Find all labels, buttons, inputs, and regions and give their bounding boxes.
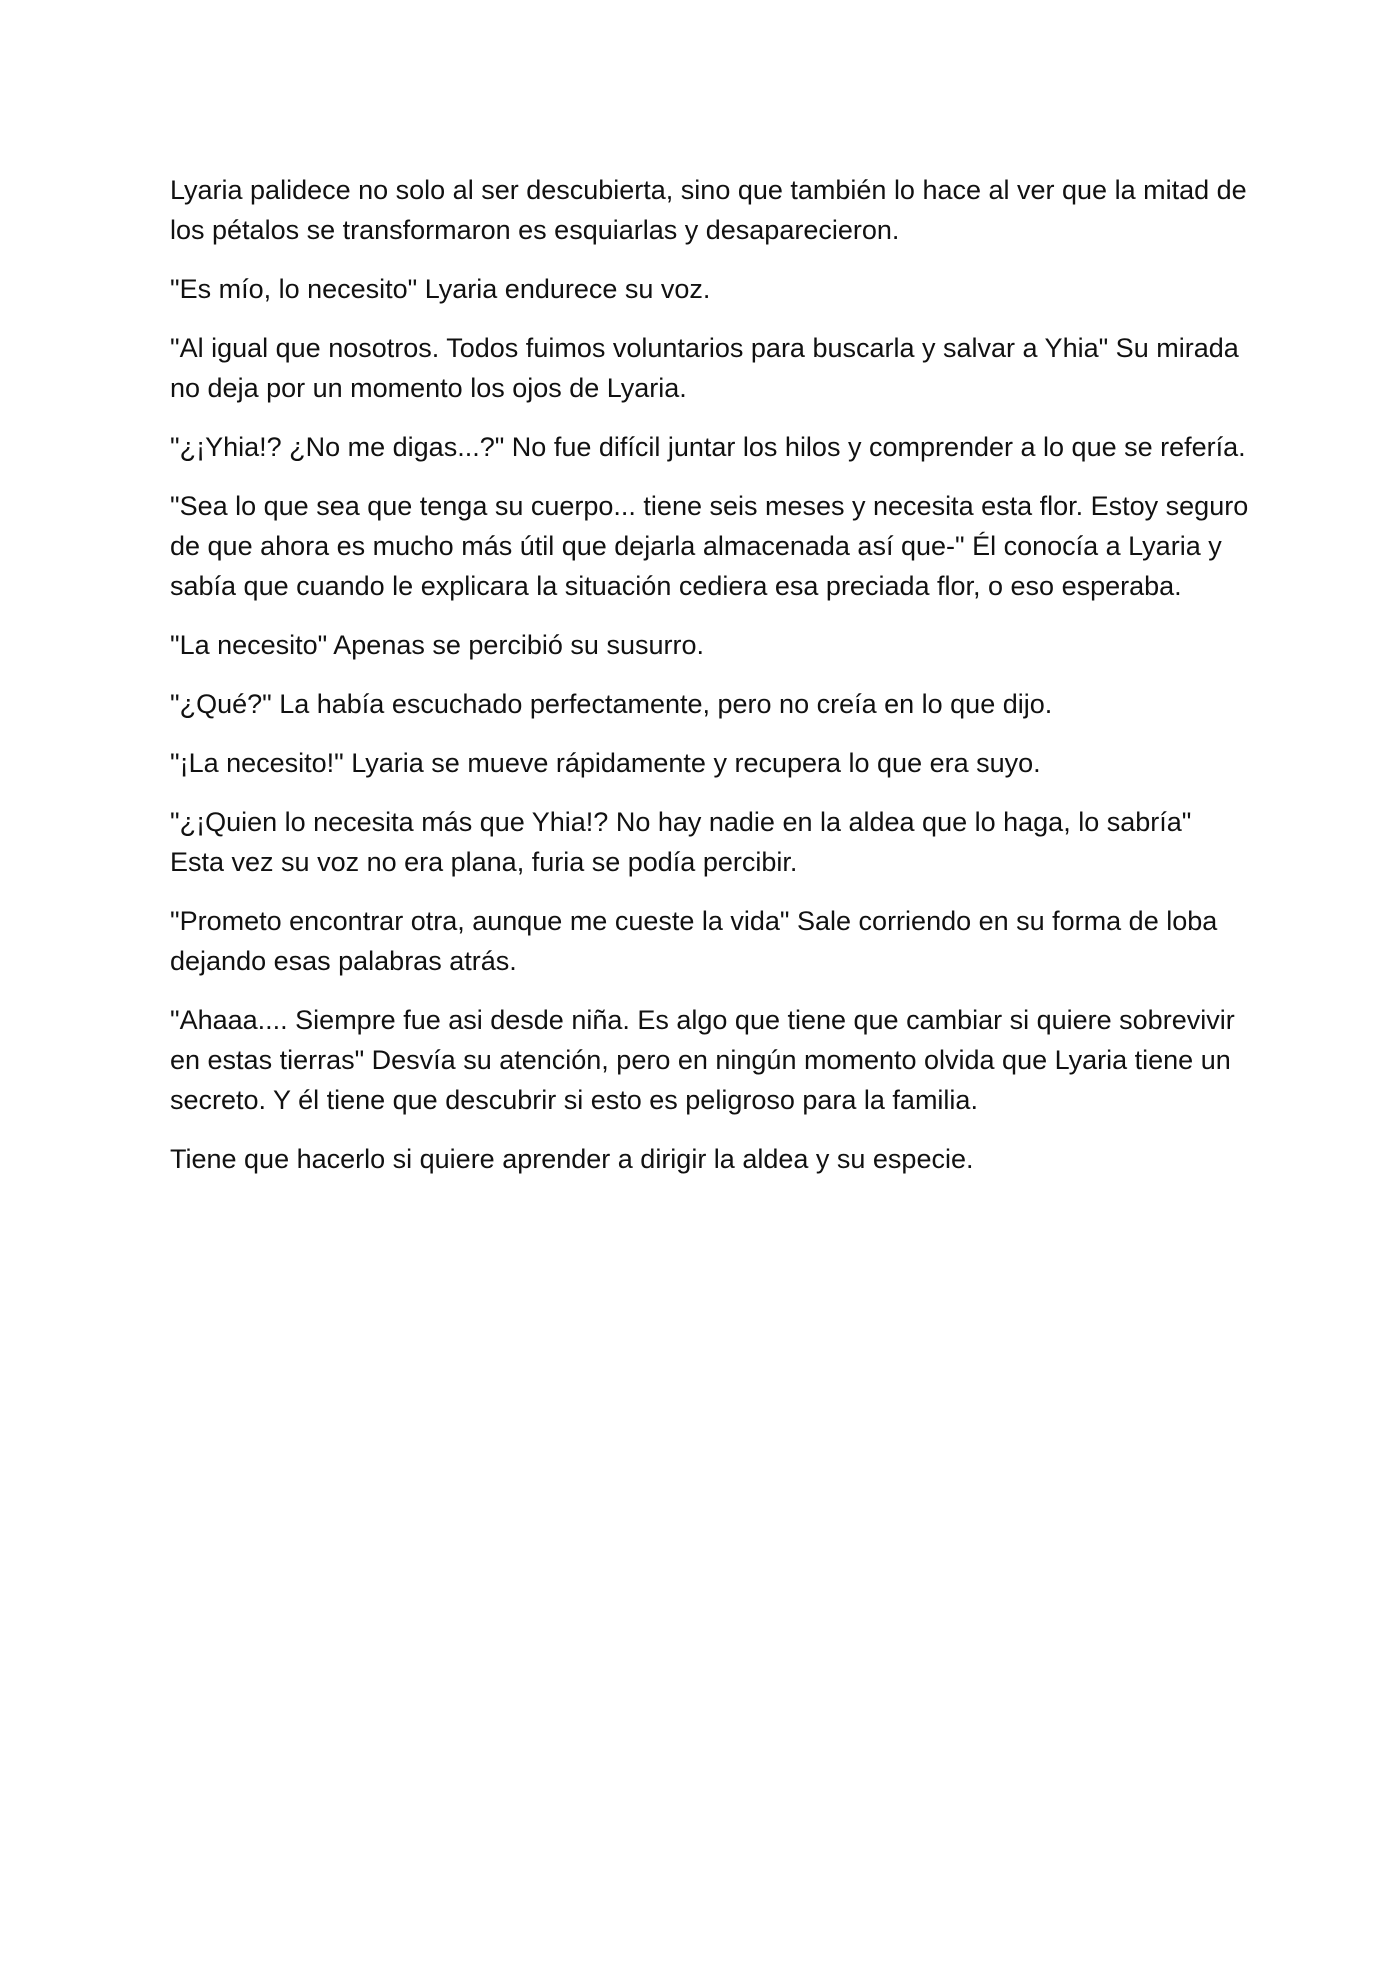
- document-body: [170, 170, 1250, 1198]
- paragraph: "Prometo encontrar otra, aunque me cueste la vida" Sale corriendo en su forma de loba dejando esas palabras atrás.: [170, 906, 1218, 976]
- paragraph: Lyaria palidece no solo al ser descubierta, sino que también lo hace al ver que la mitad de los pétalos se transformaron es esquiarlas y desaparecieron.: [170, 175, 1247, 245]
- paragraph: "Ahaaa.... Siempre fue asi desde niña. Es algo que tiene que cambiar si quiere sobrevivir en estas tierras" Desvía su atención, pero en ningún momento olvida que Lyaria tiene un secreto. Y él tiene que descubrir si esto es peligroso para la familia.: [170, 1005, 1235, 1115]
- paragraph: "La necesito" Apenas se percibió su susurro.: [170, 630, 704, 660]
- paragraph: "¿Qué?" La había escuchado perfectamente, pero no creía en lo que dijo.: [170, 689, 1053, 719]
- paragraph: Tiene que hacerlo si quiere aprender a dirigir la aldea y su especie.: [170, 1144, 974, 1174]
- paragraph: "Es mío, lo necesito" Lyaria endurece su voz.: [170, 274, 711, 304]
- paragraph: "¿¡Yhia!? ¿No me digas...?" No fue difícil juntar los hilos y comprender a lo que se refería.: [170, 432, 1246, 462]
- paragraph: "Al igual que nosotros. Todos fuimos voluntarios para buscarla y salvar a Yhia" Su mirada no deja por un momento los ojos de Lyaria.: [170, 333, 1239, 403]
- paragraph: "Sea lo que sea que tenga su cuerpo... tiene seis meses y necesita esta flor. Estoy seguro de que ahora es mucho más útil que dejarla almacenada así que-" Él conocía a Lyaria y sabía que cuando le explicara la situación cediera esa preciada flor, o eso esperaba.: [170, 491, 1249, 601]
- paragraph: "¿¡Quien lo necesita más que Yhia!? No hay nadie en la aldea que lo haga, lo sabría" Esta vez su voz no era plana, furia se podía percibir.: [170, 807, 1192, 877]
- paragraph: "¡La necesito!" Lyaria se mueve rápidamente y recupera lo que era suyo.: [170, 748, 1041, 778]
